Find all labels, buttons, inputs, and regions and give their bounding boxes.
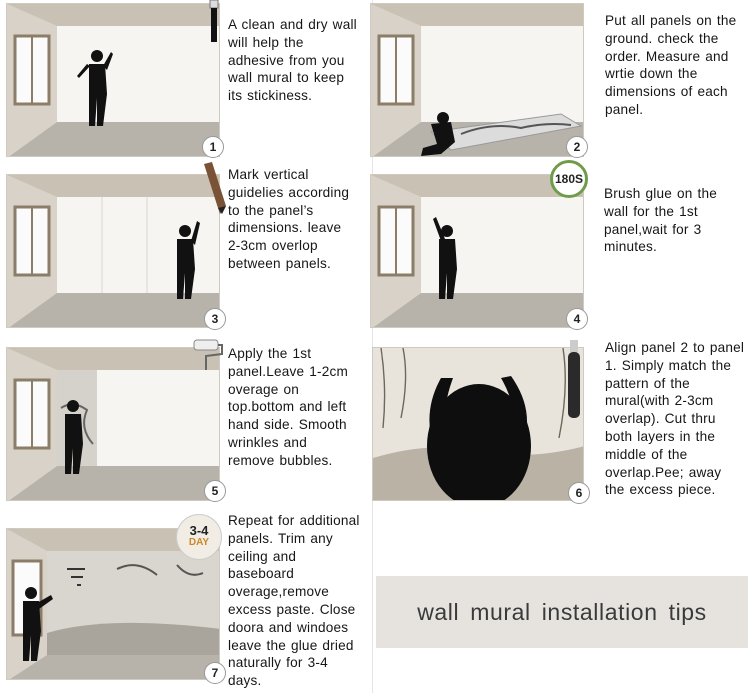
step-5-text: Apply the 1st panel.Leave 1-2cm overage on top.bottom and left hand side. Smooth wrinkles and remove bubbles. <box>228 346 349 468</box>
step-6-text: Align panel 2 to panel 1. Simply match the pattern of the mural(with 2-3cm overlap). Cut thru both layers in the middle of the overlap.Pee; away the excess piece. <box>605 340 745 498</box>
step-4-number: 4 <box>566 308 588 330</box>
timer-icon <box>550 160 588 198</box>
step-6-illustration <box>372 347 584 501</box>
step-4-text: Brush glue on the wall for the 1st panel,wait for 3 minutes. <box>604 186 717 255</box>
step-4-illustration <box>370 174 584 328</box>
step-3-illustration <box>6 174 220 328</box>
brush-icon <box>566 340 582 420</box>
days-number: 3-4 <box>189 523 209 538</box>
step-2-illustration <box>370 3 584 157</box>
step-3-number: 3 <box>204 308 226 330</box>
paint-roller-icon <box>188 336 224 372</box>
step-7-number: 7 <box>204 662 226 684</box>
days-icon <box>176 514 222 560</box>
step-1-illustration <box>6 3 220 157</box>
step-2-number: 2 <box>566 136 588 158</box>
step-3-text: Mark vertical guidelies according to the panel’s dimensions. leave 2-3cm overlop between panels. <box>228 167 350 271</box>
pencil-icon <box>200 162 228 214</box>
step-1-text: A clean and dry wall will help the adhesive from you wall mural to keep its stickiness. <box>228 17 357 104</box>
scraper-icon <box>208 0 220 42</box>
step-2-text: Put all panels on the ground. check the order. Measure and wrtie down the dimensions of each panel. <box>605 13 737 117</box>
step-5-number: 5 <box>204 480 226 502</box>
days-unit: DAY <box>188 537 210 548</box>
timer-label: 180S <box>554 172 584 186</box>
tips-banner <box>376 576 748 648</box>
step-6-number: 6 <box>568 482 590 504</box>
step-7-text: Repeat for additional panels. Trim any ceiling and baseboard overage,remove excess paste. Close doora and windoes leave the glue dried naturally for 3-4 days. <box>228 513 360 689</box>
tips-title: wall mural installation tips <box>417 598 707 625</box>
step-1-number: 1 <box>202 136 224 158</box>
